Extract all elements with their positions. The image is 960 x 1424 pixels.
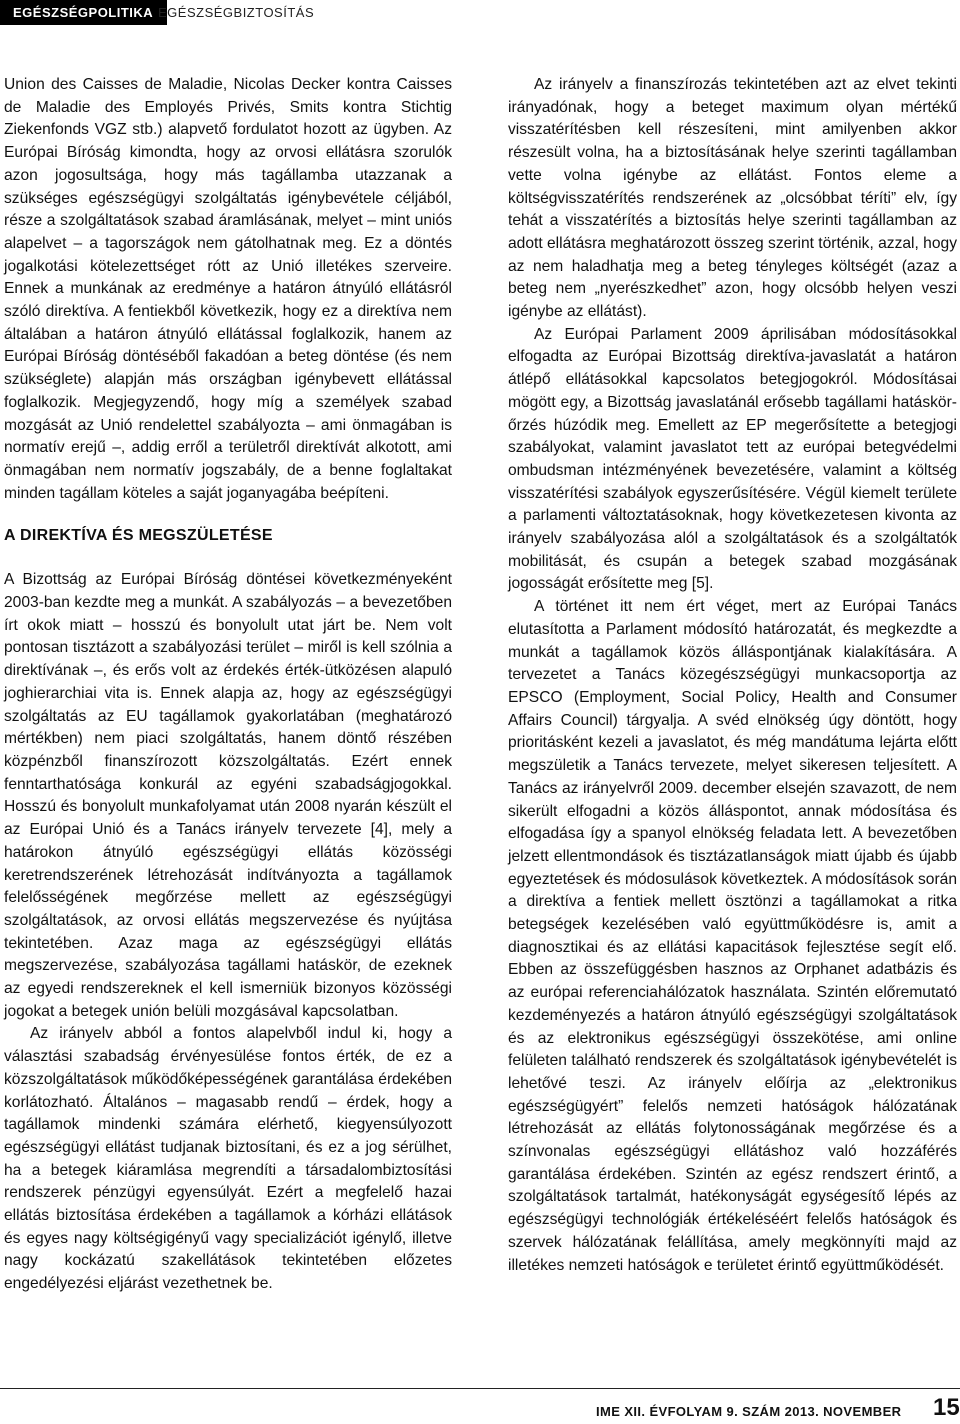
right-column <box>508 74 957 1277</box>
left-column <box>4 74 452 1296</box>
paragraph: Union des Caisses de Maladie, Nicolas Decker kontra Caisses de Maladie des Employés Privés, Smits kontra Stichtig Ziekenfonds VGZ stb.) alapvető fordulatot hozott az ügyben. Az Európai Bíróság kimondta, hogy az orvosi ellátásra szorulók azon jogosultsága, hogy más tagállamba utazzanak a szükséges egészségügyi szolgáltatás igénybevétele céljából, része a szolgáltatások szabad áramlásának, melyet – mint uniós alapelvet – a tagországok nem gátolhatnak meg. Ez a döntés jogalkotási kötelezettséget rótt az Unió illetékes szerveire. Ennek a munkának az eredménye a határon átnyúló ellátásról szóló direktíva. A fentiekből következik, hogy ez a direktíva nem általában a határon átnyúló ellátással foglalkozik, hanem az Európai Bíróság döntéséből fakadóan a beteg döntése (és nem szükséglete) alapján más országban igénybevett ellátással foglalkozik. Megjegyzendő, hogy míg a személyek szabad mozgását az Unió rendelettel szabályozta – ami önmagában is normatív erejű –, addig erről a területről direktívát alkotott, ami önmagában nem normatív jogszabály, de a benne foglaltakat minden tagállam köteles a saját joganyagába beépíteni. <box>4 76 452 502</box>
paragraph: Az Európai Parlament 2009 áprilisában módosításokkal elfogadta az Európai Bizottság direktíva-javaslatát a határon átlépő ellátásokkal kapcsolatos betegjogokról. Módosításai mögött egy, a Bizottság javaslatánál erősebb tagállami hatáskör-őrzés húzódik meg. Emellett az EP megerősítette a betegjogi szabályokat, valamint javaslatot tett az európai betegvédelmi ombudsman intézményének bevezetésére, valamint a költség visszatérítési szabályok egyszerűsítésére. Végül kiemelt területe a parlamenti változtatásoknak, hogy következetesen kivonta az irányelv szabályozása alól a szolgáltatások és a szolgáltatók mobilitását, és csupán a betegek szabad mozgásának jogosságát erősítette meg [5]. <box>508 325 957 593</box>
footer-divider <box>0 1388 960 1389</box>
section-heading: A DIREKTÍVA ÉS MEGSZÜLETÉSE <box>4 527 273 545</box>
subsection-label: EGÉSZSÉGBIZTOSÍTÁS <box>158 5 315 20</box>
paragraph: Az irányelv abból a fontos alapelvből indul ki, hogy a választási szabadság érvényesülése fontos érték, de ez a közszolgáltatások működőképességének garantálása érdekében korlátozható. Általános – magasabb rendű – érdek, hogy a tagállamok mindenki számára elérhető, kiegyensúlyozott egészségügyi ellátást tudjanak biztosítani, és ez a jog sérülhet, ha a betegek kiáramlása megrendíti a társadalombiztosítási rendszerek pénzügyi egyensúlyát. Ezért a megfelelő hazai ellátás biztosítása érdekében a tagállamok a kórházi ellátások és egyes nagy költségigényű vagy specializációt igénylő, illetve nagy kockázatú szakellátások tekintetében előzetes engedélyezési eljárást vezethetnek be. <box>4 1025 452 1293</box>
issue-info: IME XII. ÉVFOLYAM 9. SZÁM 2013. NOVEMBER <box>596 1404 902 1419</box>
page-header <box>0 0 960 25</box>
paragraph: A történet itt nem ért véget, mert az Európai Tanács elutasította a Parlament módosító határozatát, és megkezdte a munkát a tagállamok közös álláspontjának kialakítására. A tervezetet a Tanács közegészségügyi munkacsoportja az EPSCO (Employment, Social Policy, Health and Consumer Affairs Council) tárgyalja. A svéd elnökség úgy döntött, hogy prioritásként kezeli a javaslatot, és még mandátuma lejárta előtt megszületik a Tanács tervezete, melyet sikeresen teljesített. A Tanács az irányelvről 2009. december elsején szavazott, de nem sikerült elfogadni a közös álláspontot, annak módosítása és elfogadása így a spanyol elnökség feladata lett. A bevezetőben jelzett ellentmondások és tisztázatlanságok miatt újabb és újabb egyeztetések és módosulások következtek. A módosítások során a direktíva a fentiek mellett ösztönzi a tagállamokat a ritka betegségek kezelésében való együttműködésre is, amit a diagnosztikai és az ellátási kapacitások fejlesztése segít elő. Ebben az összefüggésben hasznos az Orphanet adatbázis és az európai referenciahálózatok használata. Szintén előremutató kezdeményezés a határon átnyúló egészségügyi szolgáltatások és az elektronikus egészségügyi összekötése, ami online felületen található rendszerek és szolgáltatások igénybevételét is lehetővé teszi. Az irányelv előírja az „elektronikus egészségügyért” felelős nemzeti hatóságok hálózatának létrehozását az ellátás folytonosságának megőrzése és a színvonalas egészségügyi ellátáshoz való hozzáférés garantálása érdekében. Szintén az egész rendszert érintő, a szolgáltatások tartalmát, hatékonyságát egységesítő lépés az egészségügyi technológiák értékeléséért felelős hatóságok és szervek hálózatának felállítása, amely megkönnyíti majd az illetékes nemzeti hatóságok e területet érintő együttműködését. <box>508 598 957 1274</box>
section-label: EGÉSZSÉGPOLITIKA <box>0 0 167 25</box>
paragraph: A Bizottság az Európai Bíróság döntései következményeként 2003-ban kezdte meg a munkát. A szabályozás – a bevezetőben írt okok miatt – hosszú és bonyolult utat járt be. Nem volt pontosan tisztázott a szabályozási terület – miről is kell szólnia a direktívának –, és erős volt az érdekés érték-ütközésen alapuló joghierarchiai vita is. Ennek alapja az, hogy az egészségügyi szolgáltatás az EU tagállamok gyakorlatában (meghatározó mértékben) nem piaci szolgáltatás, hanem döntő részében közpénzből finanszírozott közszolgáltatás. Ezért ennek fenntarthatósága konkurál az egyéni szabadságjogokkal. Hosszú és bonyolult munkafolyamat után 2008 nyarán készült el az Európai Unió és a Tanács irányelv tervezete [4], mely a határokon átnyúló egészségügyi ellátás közösségi keretrendszerének létrehozását indítványozta a tagállamok felelősségének megőrzése mellett az egészségügyi szolgáltatások, az orvosi ellátás megszervezése és nyújtása tekintetében. Azaz maga az egészségügyi ellátás megszervezése, szabályozása tagállami hatáskör, de ezeknek az egyedi rendszereknek el kell ismerniük bizonyos közösségi jogokat a betegek unión belüli mozgásával kapcsolatban. <box>4 571 452 1020</box>
page-number: 15 <box>933 1394 960 1421</box>
paragraph: Az irányelv a finanszírozás tekintetében azt az elvet tekinti irányadónak, hogy a beteget maximum olyan mértékű visszatérítésben kell részesíteni, mint amilyenben akkor részesült volna, ha a biztosításának helye szerinti tagállamban vette volna igénybe az ellátást. Fontos eleme a költségvisszatérítés rendszerének az „olcsóbbat téríti” elv, így tehát a visszatérítés a biztosítás helye szerinti tagállamban az adott ellátásra meghatározott összeg szerint történik, azzal, hogy az nem haladhatja meg a beteg tényleges költségét (azaz a beteg nem „nyerészkedhet” azon, hogy olcsóbb helyen veszi igénybe az ellátást). <box>508 76 957 321</box>
